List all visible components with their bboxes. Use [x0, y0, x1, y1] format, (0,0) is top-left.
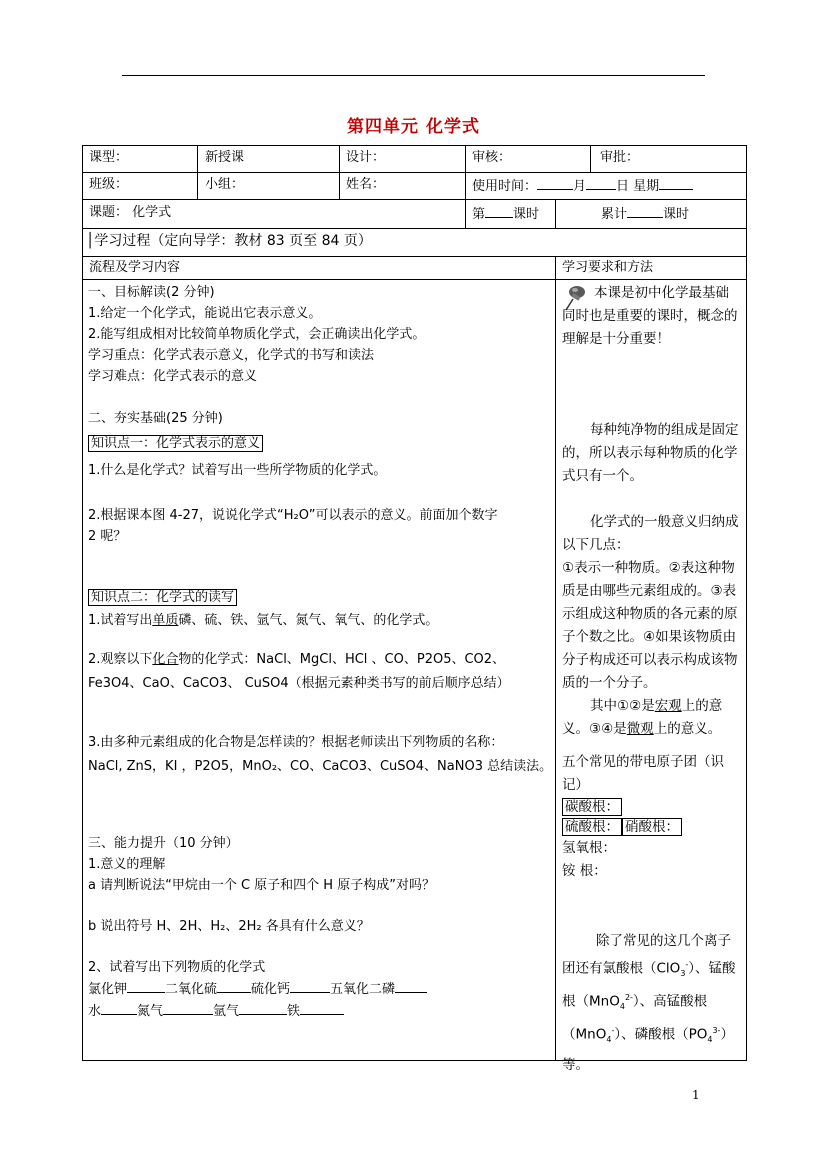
question-5b: NaCl, ZnS，KI ，P2O5，MnO₂、CO、CaCO3、CuSO4、NaNO3 总结读法。 [88, 759, 553, 774]
day-label: 日 星期 [616, 179, 660, 194]
tip-text: 本课是初中化学最基础同时也是重要的课时，概念的理解是十分重要！ [562, 285, 738, 347]
left-column-header: 流程及学习内容 [89, 260, 181, 275]
phosphate-subscript: 4 [707, 1035, 713, 1045]
formula-name: 水 [88, 1004, 102, 1019]
note-4-pre: 其中①②是 [590, 698, 655, 714]
formula-blank[interactable] [101, 1000, 137, 1015]
formula-name: 铁 [287, 1004, 301, 1019]
total-blank [627, 203, 663, 218]
question-b: b 说出符号 H、2H、H₂、2H₂ 各具有什么意义？ [88, 919, 370, 934]
lesson-count [472, 203, 539, 225]
question-5a: 3.由多种元素组成的化合物是怎样读的？根据老师读出下列物质的名称： [88, 735, 504, 750]
question-4-underlined: 化合 [152, 652, 179, 667]
nitrate-label: 硝酸根： [622, 818, 682, 836]
formula-blanks-row-1 [88, 978, 550, 1000]
formula-blank[interactable] [163, 1000, 213, 1015]
permanganate-subscript: 4 [606, 1035, 612, 1045]
note-4-mid: 上的意义。③④是 [562, 698, 723, 737]
formula-blank[interactable] [290, 978, 330, 993]
sulfate-label: 硫酸根： [562, 818, 622, 836]
table-line [82, 145, 83, 1060]
course-type-value: 新授课 [205, 150, 245, 165]
formula-blank[interactable] [239, 1000, 287, 1015]
page-number: 1 [692, 1088, 700, 1102]
table-line [555, 199, 556, 228]
table-line [555, 256, 556, 1060]
note-4-micro: 微观 [626, 721, 654, 737]
formula-name: 五氧化二磷 [330, 982, 396, 997]
carbonate-label: 碳酸根： [562, 798, 622, 816]
formula-name: 氯化钾 [88, 982, 128, 997]
note-3: ①表示一种物质。②表这种物质是由哪些元素组成的。③表示组成这种物质的各元素的原子个数之比。④如果该物质由分子构成还可以表示构成该物质的一个分子。 [562, 560, 738, 691]
table-line [197, 145, 198, 199]
other-ions-c: ）、高锰酸根（MnO [562, 993, 708, 1043]
learning-requirements [562, 282, 742, 1077]
section-3-title: 三、能力提升（10 分钟） [88, 836, 239, 851]
table-line [82, 228, 747, 229]
knowledge-point-1: 知识点一：化学式表示的意义 [88, 435, 263, 452]
formula-name: 硫化钙 [251, 982, 291, 997]
formula-blank[interactable] [395, 978, 427, 993]
question-4-post: 物的化学式：NaCl、MgCl、HCl 、CO、P2O5、CO2、 [178, 652, 506, 667]
hydroxide-label: 氢氧根： [562, 840, 616, 856]
page-title: 第四单元 化学式 [347, 117, 480, 137]
other-ions-d: ）、磷酸根（PO [614, 1026, 708, 1043]
table-line [82, 256, 747, 257]
section-1-title: 一、目标解读(2 分钟) [88, 285, 215, 300]
question-3-underlined: 单质 [152, 613, 179, 628]
right-column-header: 学习要求和方法 [562, 260, 654, 275]
usage-time [472, 175, 693, 197]
usage-time-label: 使用时间： [472, 179, 538, 194]
question-2a: 2.根据课本图 4-27，说说化学式“H₂O”可以表示的意义。前面加个数字 [88, 508, 498, 523]
table-line [82, 279, 747, 280]
question-3 [88, 610, 550, 631]
table-line [82, 199, 747, 200]
knowledge-point-2: 知识点二：化学式的读写 [88, 589, 237, 606]
formula-blanks-row-2 [88, 1000, 550, 1022]
permanganate-charge: - [611, 1026, 615, 1036]
process-header: │学习过程（定向导学：教材 83 页至 84 页） [86, 233, 372, 249]
month-label: 月 [573, 179, 587, 194]
topic-label: 课题： 化学式 [89, 205, 172, 220]
difficult-point: 学习难点：化学式表示的意义 [88, 369, 258, 384]
other-ions-a: 除了常见的这几个离子团还有氯酸根（ClO [562, 933, 731, 977]
question-3-post: 磷、硫、铁、氩气、氮气、氧气、的化学式。 [178, 613, 439, 628]
lesson-prefix: 第 [472, 207, 486, 222]
note-1: 每种纯净物的组成是固定的，所以表示每种物质的化学式只有一个。 [562, 422, 739, 484]
question-4 [88, 649, 550, 670]
formula-blank[interactable] [127, 978, 165, 993]
question-2b: 2 呢？ [88, 529, 127, 544]
table-line [82, 145, 747, 146]
name-label: 姓名： [346, 177, 386, 192]
total-count [601, 203, 689, 225]
other-ions-e: ）等。 [562, 1026, 734, 1073]
table-line [339, 145, 340, 199]
ammonium-label: 铵 根： [562, 863, 607, 879]
day-blank [586, 175, 616, 190]
note-2: 化学式的一般意义归纳成以下几点： [562, 514, 739, 553]
header-rule [122, 75, 705, 76]
course-type-label: 课型： [89, 150, 129, 165]
manganate-subscript: 4 [619, 1002, 625, 1012]
weekday-blank [659, 175, 693, 190]
lesson-blank [485, 203, 513, 218]
total-prefix: 累计 [601, 207, 628, 222]
total-suffix: 课时 [663, 207, 690, 222]
class-label: 班级： [89, 177, 129, 192]
group-label: 小组： [205, 177, 245, 192]
formula-blank[interactable] [300, 1000, 344, 1015]
goal-1: 1.给定一个化学式，能说出它表示意义。 [88, 306, 322, 321]
meaning-understanding: 1.意义的理解 [88, 857, 166, 872]
question-4-pre: 2.观察以下 [88, 652, 153, 667]
question-a: a 请判断说法“甲烷由一个 C 原子和四个 H 原子构成”对吗？ [88, 878, 435, 893]
ion-groups-title: 五个常见的带电原子团（识记） [562, 754, 724, 793]
formula-name: 二氧化硫 [165, 982, 218, 997]
formula-blank[interactable] [217, 978, 251, 993]
formula-name: 氩气 [213, 1004, 240, 1019]
review-label: 审核： [472, 150, 512, 165]
design-label: 设计： [346, 150, 386, 165]
note-4-post: 上的意义。 [653, 721, 722, 737]
chlorate-charge: - [685, 960, 689, 969]
chlorate-subscript: 3 [680, 969, 686, 979]
table-line [746, 145, 747, 1060]
learning-content [88, 282, 553, 1022]
note-4 [562, 695, 742, 741]
write-formulas-title: 2、试着写出下列物质的化学式 [88, 960, 266, 975]
approve-label: 审批： [600, 150, 640, 165]
table-line [82, 172, 747, 173]
key-point: 学习重点：化学式表示意义，化学式的书写和读法 [88, 348, 375, 363]
lesson-suffix: 课时 [513, 207, 540, 222]
question-3-pre: 1.试着写出 [88, 613, 153, 628]
table-line [465, 145, 466, 228]
question-1: 1.什么是化学式？试着写出一些所学物质的化学式。 [88, 463, 387, 478]
manganate-charge: 2- [624, 993, 633, 1003]
other-ions-b: 锰酸根（MnO [562, 960, 736, 1010]
goal-2: 2.能写组成相对比较简单物质化学式，会正确读出化学式。 [88, 327, 426, 342]
formula-name: 氮气 [137, 1004, 164, 1019]
table-line [590, 145, 591, 172]
question-4b: Fe3O4、CaO、CaCO3、 CuSO4（根据元素种类书写的前后顺序总结） [88, 676, 510, 691]
month-blank [537, 175, 573, 190]
other-ions: 除了常见的这几个离子团还有氯酸根（ClO$_3$-）、锰酸根（MnO$_4^{2-}$）、高锰酸根（MnO$_4$-）、磷酸根$(PO_4^{3-})$等。 [562, 933, 736, 1073]
section-2-title: 二、夯实基础(25 分钟) [88, 411, 223, 426]
phosphate-charge: 3- [712, 1026, 721, 1036]
note-4-macro: 宏观 [654, 698, 682, 714]
